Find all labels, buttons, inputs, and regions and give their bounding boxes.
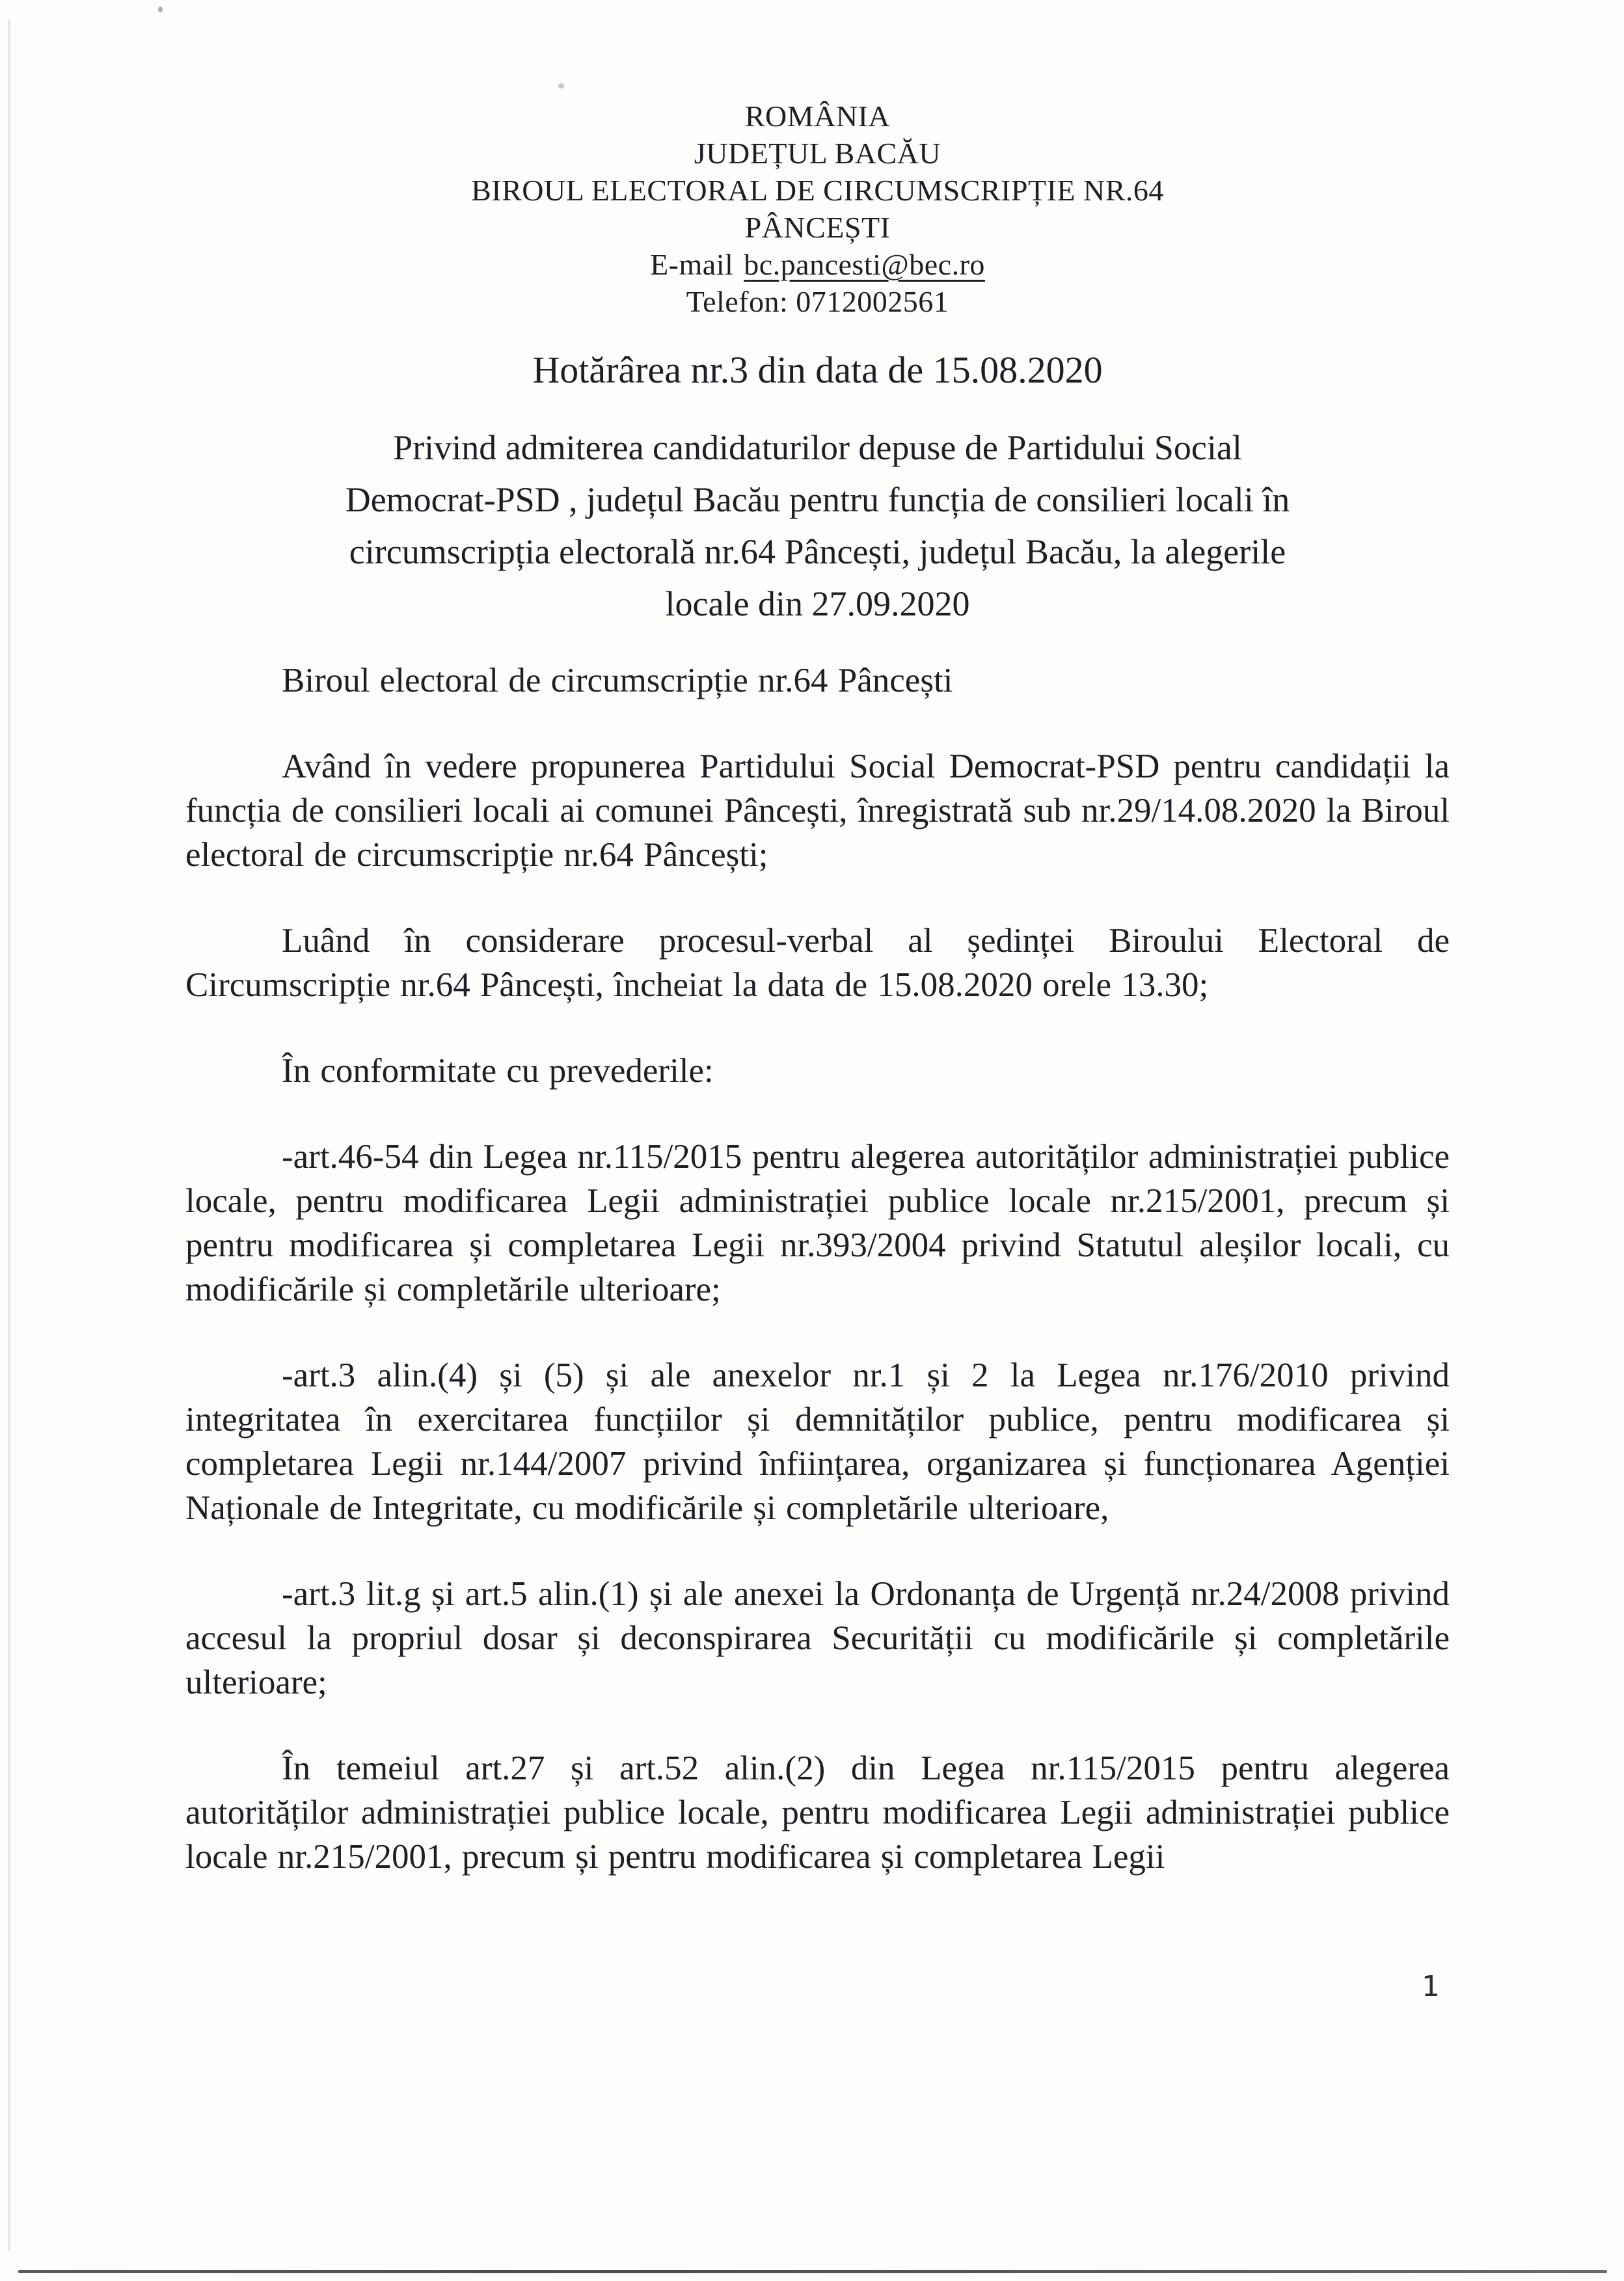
paragraph-art-3-alin-4-5: -art.3 alin.(4) și (5) și ale anexelor nr.1 și 2 la Legea nr.176/2010 privind integritatea în exercitarea funcțiilor și demnităților publice, pentru modificarea și completarea Legii nr.144/2007 privind înființarea, organizarea și funcționarea Agenției Naționale de Integritate, cu modificările și completările ulterioare, bbox=[185, 1356, 1450, 1527]
paragraph-having-regard: Având în vedere propunerea Partidului Social Democrat-PSD pentru candidații la funcția de consilieri locali ai comunei Pâncești, înregistrată sub nr.29/14.08.2020 la Biroul electoral de circumscripție nr.64 Pâncești; bbox=[185, 748, 1450, 874]
scan-edge-line bbox=[18, 2270, 1607, 2273]
subject-line: locale din 27.09.2020 bbox=[665, 584, 970, 623]
decision-subject bbox=[185, 422, 1450, 630]
letterhead bbox=[185, 98, 1450, 320]
email-label: E-mail bbox=[650, 248, 734, 281]
document-content bbox=[185, 98, 1450, 1879]
paragraph-issuing-bureau: Biroul electoral de circumscripție nr.64 Pâncești bbox=[282, 662, 953, 699]
letterhead-country: ROMÂNIA bbox=[744, 100, 891, 133]
letterhead-phone: Telefon: 0712002561 bbox=[686, 285, 949, 318]
scan-speck bbox=[558, 83, 564, 88]
subject-line: Privind admiterea candidaturilor depuse de Partidului Social bbox=[393, 428, 1242, 467]
scan-speck bbox=[158, 7, 163, 12]
paragraph-art-3-lit-g: -art.3 lit.g și art.5 alin.(1) și ale anexei la Ordonanța de Urgență nr.24/2008 privind accesul la propriul dosar și deconspirarea Securității cu modificările și completările ulterioare; bbox=[185, 1575, 1450, 1701]
page-number: 1 bbox=[1422, 1970, 1440, 2003]
decision-body bbox=[185, 658, 1450, 1879]
paragraph-considering-minutes: Luând în considerare procesul-verbal al ședinței Biroului Electoral de Circumscripție nr.64 Pâncești, încheiat la data de 15.08.2020 orele 13.30; bbox=[185, 922, 1450, 1004]
subject-line: Democrat-PSD , județul Bacău pentru funcția de consilieri locali în bbox=[345, 480, 1290, 519]
letterhead-email-line bbox=[185, 246, 1450, 283]
letterhead-locality: PÂNCEȘTI bbox=[744, 211, 891, 244]
subject-line: circumscripția electorală nr.64 Pâncești, județul Bacău, la alegerile bbox=[349, 532, 1286, 571]
letterhead-county: JUDEȚUL BACĂU bbox=[694, 137, 941, 170]
decision-title: Hotărârea nr.3 din data de 15.08.2020 bbox=[532, 349, 1103, 391]
paragraph-in-temeiul: În temeiul art.27 și art.52 alin.(2) din Legea nr.115/2015 pentru alegerea autorităților administrației publice locale, pentru modificarea Legii administrației publice locale nr.215/2001, precum și pentru modificarea și completarea Legii bbox=[185, 1749, 1450, 1876]
letterhead-bureau: BIROUL ELECTORAL DE CIRCUMSCRIPȚIE NR.64 bbox=[471, 174, 1164, 207]
email-address: bc.pancesti@bec.ro bbox=[744, 248, 985, 281]
paragraph-in-accordance: În conformitate cu prevederile: bbox=[282, 1052, 714, 1090]
scan-edge-shadow bbox=[8, 20, 10, 2251]
paragraph-art-46-54: -art.46-54 din Legea nr.115/2015 pentru alegerea autorităților administrației publice locale, pentru modificarea Legii administrației publice locale nr.215/2001, precum și pentru modificarea și completarea Legii nr.393/2004 privind Statutul aleșilor locali, cu modificările și completările ulterioare; bbox=[185, 1138, 1450, 1308]
